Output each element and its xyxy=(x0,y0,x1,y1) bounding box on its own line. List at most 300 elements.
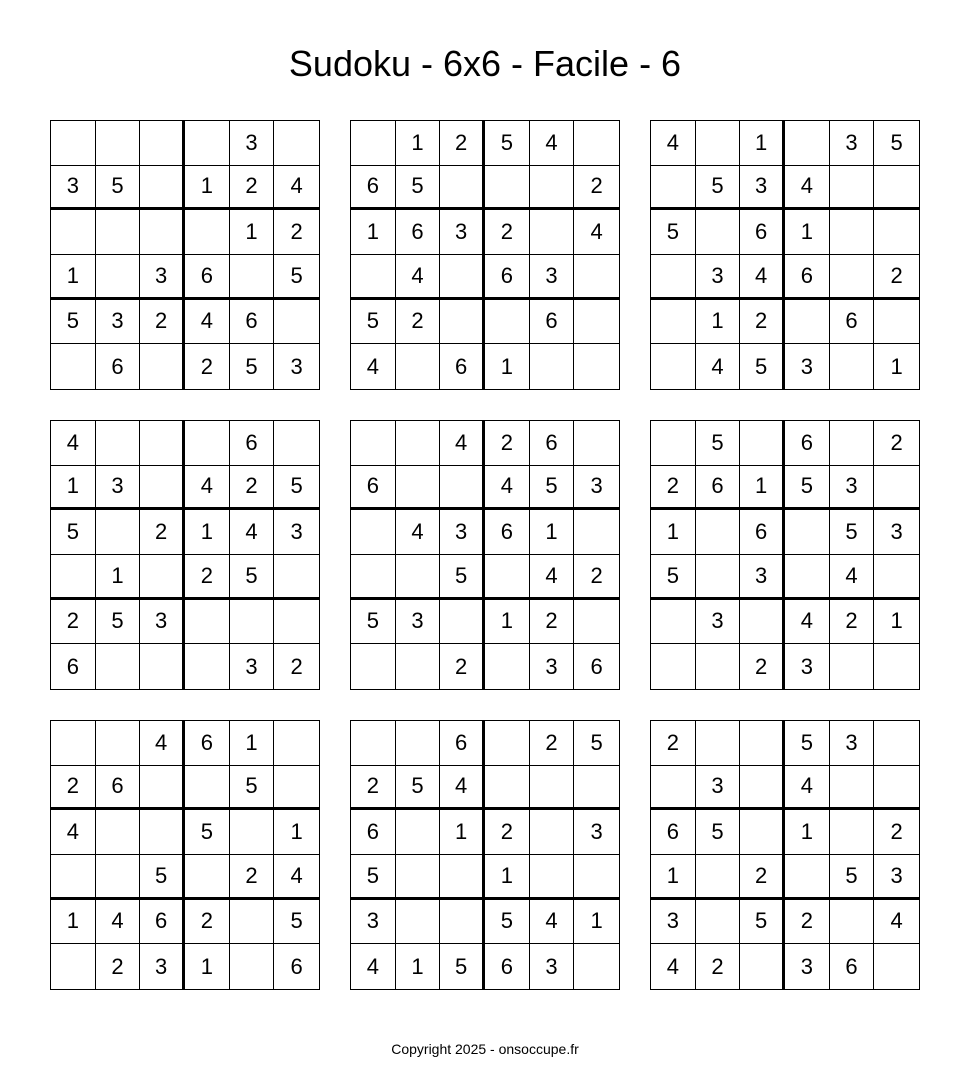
sudoku-cell[interactable]: 1 xyxy=(396,121,441,166)
sudoku-cell[interactable] xyxy=(574,944,619,989)
sudoku-cell[interactable]: 3 xyxy=(785,344,830,389)
sudoku-cell[interactable]: 6 xyxy=(530,300,575,345)
sudoku-cell[interactable]: 4 xyxy=(785,166,830,211)
sudoku-cell[interactable]: 2 xyxy=(740,855,785,900)
sudoku-cell[interactable] xyxy=(351,421,396,466)
sudoku-cell[interactable] xyxy=(230,944,275,989)
sudoku-cell[interactable]: 4 xyxy=(651,944,696,989)
sudoku-cell[interactable]: 2 xyxy=(530,600,575,645)
sudoku-cell[interactable] xyxy=(140,466,185,511)
sudoku-cell[interactable]: 6 xyxy=(485,510,530,555)
sudoku-cell[interactable]: 3 xyxy=(140,600,185,645)
sudoku-cell[interactable] xyxy=(530,344,575,389)
sudoku-cell[interactable]: 3 xyxy=(574,466,619,511)
sudoku-cell[interactable]: 6 xyxy=(740,510,785,555)
sudoku-cell[interactable]: 5 xyxy=(96,166,141,211)
sudoku-cell[interactable] xyxy=(485,555,530,600)
sudoku-cell[interactable] xyxy=(51,210,96,255)
sudoku-cell[interactable]: 2 xyxy=(530,721,575,766)
sudoku-cell[interactable]: 3 xyxy=(574,810,619,855)
sudoku-cell[interactable]: 1 xyxy=(651,510,696,555)
sudoku-cell[interactable]: 1 xyxy=(274,810,319,855)
sudoku-cell[interactable]: 2 xyxy=(830,600,875,645)
sudoku-cell[interactable]: 5 xyxy=(740,900,785,945)
sudoku-cell[interactable]: 3 xyxy=(830,466,875,511)
sudoku-cell[interactable] xyxy=(574,344,619,389)
sudoku-cell[interactable]: 4 xyxy=(830,555,875,600)
sudoku-cell[interactable]: 6 xyxy=(351,810,396,855)
sudoku-cell[interactable]: 5 xyxy=(396,166,441,211)
sudoku-cell[interactable] xyxy=(96,121,141,166)
sudoku-cell[interactable]: 1 xyxy=(874,600,919,645)
sudoku-cell[interactable] xyxy=(874,555,919,600)
sudoku-cell[interactable]: 2 xyxy=(485,210,530,255)
sudoku-cell[interactable] xyxy=(396,344,441,389)
sudoku-cell[interactable] xyxy=(874,644,919,689)
sudoku-cell[interactable]: 3 xyxy=(396,600,441,645)
sudoku-cell[interactable]: 5 xyxy=(274,255,319,300)
sudoku-cell[interactable]: 2 xyxy=(274,210,319,255)
sudoku-cell[interactable]: 4 xyxy=(785,766,830,811)
sudoku-cell[interactable]: 4 xyxy=(530,900,575,945)
sudoku-cell[interactable] xyxy=(740,766,785,811)
sudoku-cell[interactable]: 2 xyxy=(140,300,185,345)
sudoku-cell[interactable]: 6 xyxy=(351,166,396,211)
sudoku-cell[interactable]: 6 xyxy=(830,944,875,989)
sudoku-cell[interactable]: 5 xyxy=(530,466,575,511)
sudoku-cell[interactable]: 4 xyxy=(185,466,230,511)
sudoku-cell[interactable] xyxy=(140,121,185,166)
sudoku-cell[interactable] xyxy=(651,344,696,389)
sudoku-cell[interactable] xyxy=(185,210,230,255)
sudoku-cell[interactable]: 4 xyxy=(696,344,741,389)
sudoku-cell[interactable] xyxy=(51,944,96,989)
sudoku-cell[interactable]: 5 xyxy=(485,121,530,166)
sudoku-cell[interactable]: 5 xyxy=(485,900,530,945)
sudoku-cell[interactable]: 4 xyxy=(274,855,319,900)
sudoku-cell[interactable] xyxy=(740,421,785,466)
sudoku-cell[interactable]: 3 xyxy=(740,555,785,600)
sudoku-cell[interactable]: 5 xyxy=(351,600,396,645)
sudoku-cell[interactable] xyxy=(485,766,530,811)
sudoku-cell[interactable] xyxy=(830,810,875,855)
sudoku-cell[interactable]: 6 xyxy=(485,255,530,300)
sudoku-cell[interactable] xyxy=(485,166,530,211)
sudoku-cell[interactable] xyxy=(740,600,785,645)
sudoku-cell[interactable]: 3 xyxy=(530,255,575,300)
sudoku-cell[interactable] xyxy=(96,255,141,300)
sudoku-cell[interactable]: 4 xyxy=(874,900,919,945)
sudoku-cell[interactable] xyxy=(96,810,141,855)
sudoku-cell[interactable]: 3 xyxy=(530,644,575,689)
sudoku-cell[interactable] xyxy=(651,166,696,211)
sudoku-cell[interactable] xyxy=(785,855,830,900)
sudoku-cell[interactable]: 4 xyxy=(96,900,141,945)
sudoku-cell[interactable]: 2 xyxy=(185,555,230,600)
sudoku-cell[interactable]: 3 xyxy=(785,644,830,689)
sudoku-cell[interactable] xyxy=(696,121,741,166)
sudoku-cell[interactable] xyxy=(530,166,575,211)
sudoku-cell[interactable] xyxy=(574,255,619,300)
sudoku-cell[interactable] xyxy=(530,855,575,900)
sudoku-cell[interactable]: 5 xyxy=(185,810,230,855)
sudoku-cell[interactable]: 3 xyxy=(696,255,741,300)
sudoku-cell[interactable]: 6 xyxy=(651,810,696,855)
sudoku-cell[interactable] xyxy=(396,721,441,766)
sudoku-cell[interactable]: 1 xyxy=(440,810,485,855)
sudoku-cell[interactable]: 3 xyxy=(830,121,875,166)
sudoku-cell[interactable]: 3 xyxy=(96,466,141,511)
sudoku-cell[interactable]: 4 xyxy=(185,300,230,345)
sudoku-cell[interactable]: 3 xyxy=(440,210,485,255)
sudoku-cell[interactable]: 5 xyxy=(696,421,741,466)
sudoku-cell[interactable]: 1 xyxy=(485,344,530,389)
sudoku-cell[interactable] xyxy=(651,300,696,345)
sudoku-cell[interactable]: 2 xyxy=(51,600,96,645)
sudoku-cell[interactable]: 4 xyxy=(440,766,485,811)
sudoku-cell[interactable] xyxy=(396,810,441,855)
sudoku-cell[interactable]: 5 xyxy=(696,810,741,855)
sudoku-cell[interactable] xyxy=(830,344,875,389)
sudoku-cell[interactable] xyxy=(874,721,919,766)
sudoku-cell[interactable]: 1 xyxy=(51,255,96,300)
sudoku-cell[interactable]: 1 xyxy=(230,210,275,255)
sudoku-cell[interactable]: 1 xyxy=(785,810,830,855)
sudoku-cell[interactable]: 3 xyxy=(51,166,96,211)
sudoku-cell[interactable] xyxy=(874,766,919,811)
sudoku-cell[interactable]: 4 xyxy=(574,210,619,255)
sudoku-cell[interactable] xyxy=(785,510,830,555)
sudoku-cell[interactable]: 5 xyxy=(51,510,96,555)
sudoku-cell[interactable]: 4 xyxy=(440,421,485,466)
sudoku-cell[interactable]: 1 xyxy=(696,300,741,345)
sudoku-cell[interactable]: 6 xyxy=(485,944,530,989)
sudoku-cell[interactable]: 2 xyxy=(740,300,785,345)
sudoku-cell[interactable]: 2 xyxy=(351,766,396,811)
sudoku-cell[interactable]: 6 xyxy=(51,644,96,689)
sudoku-cell[interactable] xyxy=(530,210,575,255)
sudoku-cell[interactable]: 5 xyxy=(696,166,741,211)
sudoku-cell[interactable] xyxy=(651,644,696,689)
sudoku-cell[interactable] xyxy=(140,555,185,600)
sudoku-cell[interactable] xyxy=(274,766,319,811)
sudoku-cell[interactable]: 6 xyxy=(96,344,141,389)
sudoku-cell[interactable]: 5 xyxy=(830,855,875,900)
sudoku-cell[interactable] xyxy=(574,510,619,555)
sudoku-cell[interactable] xyxy=(574,600,619,645)
sudoku-cell[interactable] xyxy=(140,810,185,855)
sudoku-cell[interactable] xyxy=(874,944,919,989)
sudoku-cell[interactable] xyxy=(785,555,830,600)
sudoku-cell[interactable] xyxy=(574,300,619,345)
sudoku-cell[interactable]: 5 xyxy=(440,555,485,600)
sudoku-cell[interactable] xyxy=(530,766,575,811)
sudoku-cell[interactable]: 2 xyxy=(290,653,303,679)
sudoku-cell[interactable] xyxy=(274,555,319,600)
sudoku-cell[interactable]: 6 xyxy=(230,421,275,466)
sudoku-cell[interactable]: 1 xyxy=(485,600,530,645)
sudoku-cell[interactable]: 3 xyxy=(96,300,141,345)
sudoku-cell[interactable]: 6 xyxy=(96,766,141,811)
sudoku-cell[interactable]: 4 xyxy=(274,166,319,211)
sudoku-cell[interactable] xyxy=(696,721,741,766)
sudoku-cell[interactable] xyxy=(651,255,696,300)
sudoku-cell[interactable] xyxy=(140,766,185,811)
sudoku-cell[interactable]: 3 xyxy=(740,166,785,211)
sudoku-cell[interactable] xyxy=(396,421,441,466)
sudoku-cell[interactable] xyxy=(485,644,530,689)
sudoku-cell[interactable]: 1 xyxy=(51,900,96,945)
sudoku-cell[interactable] xyxy=(440,900,485,945)
sudoku-cell[interactable]: 2 xyxy=(874,810,919,855)
sudoku-cell[interactable] xyxy=(185,855,230,900)
sudoku-cell[interactable]: 4 xyxy=(785,600,830,645)
sudoku-cell[interactable]: 2 xyxy=(651,466,696,511)
sudoku-cell[interactable]: 5 xyxy=(274,900,319,945)
sudoku-cell[interactable]: 5 xyxy=(651,210,696,255)
sudoku-cell[interactable]: 1 xyxy=(530,510,575,555)
sudoku-cell[interactable]: 6 xyxy=(351,466,396,511)
sudoku-cell[interactable]: 6 xyxy=(290,953,303,979)
sudoku-cell[interactable] xyxy=(574,766,619,811)
sudoku-cell[interactable]: 4 xyxy=(530,555,575,600)
sudoku-cell[interactable]: 1 xyxy=(396,944,441,989)
sudoku-cell[interactable]: 2 xyxy=(96,944,141,989)
sudoku-cell[interactable]: 3 xyxy=(140,944,185,989)
sudoku-cell[interactable]: 1 xyxy=(351,210,396,255)
sudoku-cell[interactable]: 3 xyxy=(290,353,303,379)
sudoku-cell[interactable]: 4 xyxy=(51,810,96,855)
sudoku-cell[interactable]: 2 xyxy=(874,421,919,466)
sudoku-cell[interactable] xyxy=(440,166,485,211)
sudoku-cell[interactable]: 5 xyxy=(830,510,875,555)
sudoku-cell[interactable]: 6 xyxy=(785,255,830,300)
sudoku-cell[interactable]: 4 xyxy=(530,121,575,166)
sudoku-cell[interactable]: 6 xyxy=(230,300,275,345)
sudoku-cell[interactable] xyxy=(651,766,696,811)
sudoku-cell[interactable]: 2 xyxy=(230,855,275,900)
sudoku-cell[interactable]: 4 xyxy=(51,421,96,466)
sudoku-cell[interactable]: 5 xyxy=(396,766,441,811)
sudoku-cell[interactable]: 5 xyxy=(740,344,785,389)
sudoku-cell[interactable] xyxy=(485,300,530,345)
sudoku-cell[interactable]: 6 xyxy=(740,210,785,255)
sudoku-cell[interactable] xyxy=(696,510,741,555)
sudoku-cell[interactable] xyxy=(830,766,875,811)
sudoku-cell[interactable]: 5 xyxy=(351,300,396,345)
sudoku-cell[interactable]: 6 xyxy=(396,210,441,255)
sudoku-cell[interactable]: 6 xyxy=(440,721,485,766)
sudoku-cell[interactable] xyxy=(440,466,485,511)
sudoku-cell[interactable]: 3 xyxy=(785,944,830,989)
sudoku-cell[interactable]: 4 xyxy=(485,466,530,511)
sudoku-cell[interactable]: 5 xyxy=(874,121,919,166)
sudoku-cell[interactable] xyxy=(274,421,319,466)
sudoku-cell[interactable] xyxy=(440,855,485,900)
sudoku-cell[interactable]: 2 xyxy=(230,466,275,511)
sudoku-cell[interactable] xyxy=(351,555,396,600)
sudoku-cell[interactable] xyxy=(274,121,319,166)
sudoku-cell[interactable] xyxy=(740,944,785,989)
sudoku-cell[interactable] xyxy=(396,855,441,900)
sudoku-cell[interactable] xyxy=(185,644,230,689)
sudoku-cell[interactable]: 3 xyxy=(696,600,741,645)
sudoku-cell[interactable]: 1 xyxy=(96,555,141,600)
sudoku-cell[interactable]: 3 xyxy=(696,766,741,811)
sudoku-cell[interactable]: 3 xyxy=(440,510,485,555)
sudoku-cell[interactable]: 1 xyxy=(185,944,230,989)
sudoku-cell[interactable]: 5 xyxy=(574,721,619,766)
sudoku-cell[interactable]: 4 xyxy=(396,510,441,555)
sudoku-cell[interactable]: 5 xyxy=(785,466,830,511)
sudoku-cell[interactable] xyxy=(51,555,96,600)
sudoku-cell[interactable]: 2 xyxy=(396,300,441,345)
sudoku-cell[interactable] xyxy=(696,900,741,945)
sudoku-cell[interactable] xyxy=(651,421,696,466)
sudoku-cell[interactable] xyxy=(96,210,141,255)
sudoku-cell[interactable] xyxy=(51,721,96,766)
sudoku-cell[interactable] xyxy=(874,300,919,345)
sudoku-cell[interactable]: 6 xyxy=(140,900,185,945)
sudoku-cell[interactable] xyxy=(874,466,919,511)
sudoku-cell[interactable] xyxy=(140,344,185,389)
sudoku-cell[interactable]: 2 xyxy=(874,255,919,300)
sudoku-cell[interactable]: 1 xyxy=(890,353,903,379)
sudoku-cell[interactable] xyxy=(51,121,96,166)
sudoku-cell[interactable]: 2 xyxy=(574,166,619,211)
sudoku-cell[interactable] xyxy=(440,300,485,345)
sudoku-cell[interactable]: 2 xyxy=(440,644,485,689)
sudoku-cell[interactable]: 2 xyxy=(440,121,485,166)
sudoku-cell[interactable] xyxy=(185,421,230,466)
sudoku-cell[interactable] xyxy=(96,855,141,900)
sudoku-cell[interactable] xyxy=(185,766,230,811)
sudoku-cell[interactable] xyxy=(696,644,741,689)
sudoku-cell[interactable] xyxy=(830,900,875,945)
sudoku-cell[interactable] xyxy=(530,810,575,855)
sudoku-cell[interactable]: 4 xyxy=(351,344,396,389)
sudoku-cell[interactable] xyxy=(440,255,485,300)
sudoku-cell[interactable]: 2 xyxy=(230,166,275,211)
sudoku-cell[interactable]: 6 xyxy=(530,421,575,466)
sudoku-cell[interactable] xyxy=(230,900,275,945)
sudoku-cell[interactable] xyxy=(274,600,319,645)
sudoku-cell[interactable]: 2 xyxy=(185,344,230,389)
sudoku-cell[interactable]: 6 xyxy=(696,466,741,511)
sudoku-cell[interactable] xyxy=(696,555,741,600)
sudoku-cell[interactable]: 6 xyxy=(830,300,875,345)
sudoku-cell[interactable] xyxy=(140,210,185,255)
sudoku-cell[interactable]: 6 xyxy=(185,255,230,300)
sudoku-cell[interactable]: 4 xyxy=(351,944,396,989)
sudoku-cell[interactable]: 2 xyxy=(485,421,530,466)
sudoku-cell[interactable]: 1 xyxy=(574,900,619,945)
sudoku-cell[interactable] xyxy=(96,644,141,689)
sudoku-cell[interactable] xyxy=(230,600,275,645)
sudoku-cell[interactable] xyxy=(785,121,830,166)
sudoku-cell[interactable] xyxy=(140,421,185,466)
sudoku-cell[interactable]: 4 xyxy=(140,721,185,766)
sudoku-cell[interactable]: 3 xyxy=(874,510,919,555)
sudoku-cell[interactable] xyxy=(740,810,785,855)
sudoku-cell[interactable]: 1 xyxy=(230,721,275,766)
sudoku-cell[interactable] xyxy=(185,600,230,645)
sudoku-cell[interactable]: 5 xyxy=(440,944,485,989)
sudoku-cell[interactable]: 5 xyxy=(785,721,830,766)
sudoku-cell[interactable]: 4 xyxy=(230,510,275,555)
sudoku-cell[interactable]: 2 xyxy=(740,644,785,689)
sudoku-cell[interactable]: 2 xyxy=(185,900,230,945)
sudoku-cell[interactable] xyxy=(830,210,875,255)
sudoku-cell[interactable]: 3 xyxy=(140,255,185,300)
sudoku-cell[interactable] xyxy=(96,510,141,555)
sudoku-cell[interactable]: 1 xyxy=(485,855,530,900)
sudoku-cell[interactable] xyxy=(185,121,230,166)
sudoku-cell[interactable] xyxy=(651,600,696,645)
sudoku-cell[interactable]: 1 xyxy=(51,466,96,511)
sudoku-cell[interactable] xyxy=(51,344,96,389)
sudoku-cell[interactable]: 2 xyxy=(696,944,741,989)
sudoku-cell[interactable]: 2 xyxy=(651,721,696,766)
sudoku-cell[interactable] xyxy=(140,644,185,689)
sudoku-cell[interactable]: 3 xyxy=(830,721,875,766)
sudoku-cell[interactable]: 2 xyxy=(51,766,96,811)
sudoku-cell[interactable] xyxy=(230,255,275,300)
sudoku-cell[interactable]: 3 xyxy=(530,944,575,989)
sudoku-cell[interactable]: 1 xyxy=(740,466,785,511)
sudoku-cell[interactable] xyxy=(830,255,875,300)
sudoku-cell[interactable]: 3 xyxy=(651,900,696,945)
sudoku-cell[interactable]: 5 xyxy=(351,855,396,900)
sudoku-cell[interactable]: 2 xyxy=(140,510,185,555)
sudoku-cell[interactable]: 5 xyxy=(230,344,275,389)
sudoku-cell[interactable] xyxy=(874,166,919,211)
sudoku-cell[interactable]: 4 xyxy=(396,255,441,300)
sudoku-cell[interactable]: 3 xyxy=(274,510,319,555)
sudoku-cell[interactable] xyxy=(351,644,396,689)
sudoku-cell[interactable] xyxy=(230,810,275,855)
sudoku-cell[interactable] xyxy=(140,166,185,211)
sudoku-cell[interactable]: 5 xyxy=(230,766,275,811)
sudoku-cell[interactable] xyxy=(830,166,875,211)
sudoku-cell[interactable] xyxy=(874,210,919,255)
sudoku-cell[interactable] xyxy=(830,421,875,466)
sudoku-cell[interactable]: 3 xyxy=(874,855,919,900)
sudoku-cell[interactable]: 1 xyxy=(740,121,785,166)
sudoku-cell[interactable] xyxy=(396,555,441,600)
sudoku-cell[interactable] xyxy=(696,210,741,255)
sudoku-cell[interactable] xyxy=(574,855,619,900)
sudoku-cell[interactable] xyxy=(274,721,319,766)
sudoku-cell[interactable]: 2 xyxy=(485,810,530,855)
sudoku-cell[interactable]: 2 xyxy=(785,900,830,945)
sudoku-cell[interactable] xyxy=(396,644,441,689)
sudoku-cell[interactable]: 5 xyxy=(96,600,141,645)
sudoku-cell[interactable]: 6 xyxy=(440,344,485,389)
sudoku-cell[interactable] xyxy=(740,721,785,766)
sudoku-cell[interactable] xyxy=(351,510,396,555)
sudoku-cell[interactable]: 5 xyxy=(140,855,185,900)
sudoku-cell[interactable]: 3 xyxy=(230,121,275,166)
sudoku-cell[interactable] xyxy=(396,466,441,511)
sudoku-cell[interactable] xyxy=(96,721,141,766)
sudoku-cell[interactable]: 5 xyxy=(51,300,96,345)
sudoku-cell[interactable]: 6 xyxy=(785,421,830,466)
sudoku-cell[interactable]: 3 xyxy=(351,900,396,945)
sudoku-cell[interactable]: 1 xyxy=(651,855,696,900)
sudoku-cell[interactable]: 1 xyxy=(185,510,230,555)
sudoku-cell[interactable]: 4 xyxy=(651,121,696,166)
